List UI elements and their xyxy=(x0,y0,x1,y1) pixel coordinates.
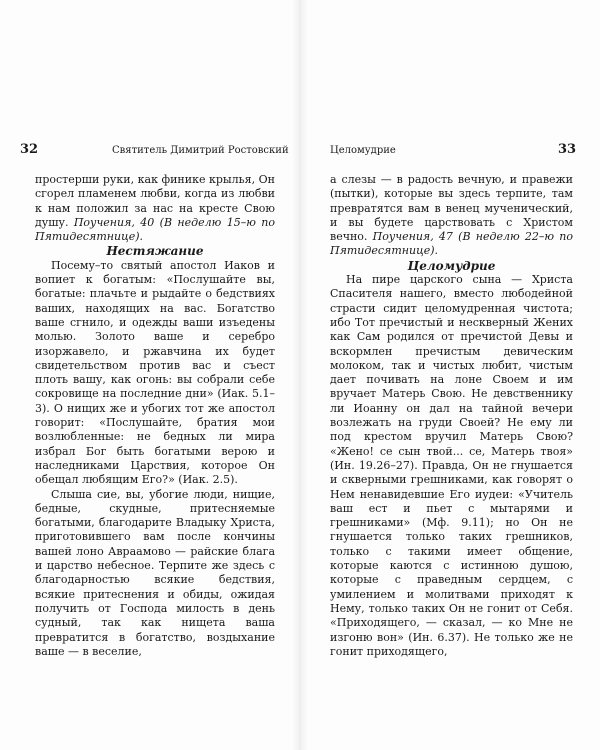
right-page xyxy=(300,0,600,750)
right-opening-text: а слезы — в радость вечную, и правежи (пытки), которые вы здесь терпите, там превратятся вам в венец мученический, и вы будете царствовать с Христом вечно. xyxy=(330,173,573,244)
left-page-number: 32 xyxy=(20,142,39,157)
right-paragraph-1: На пире царского сына — Христа Спасителя нашего, вместо любодейной страсти сидит целомудренная чистота; ибо Тот пречистый и нескверный Жених как Сам родился от пречистой Девы и вскормлен пречистым девическим молоком, так и чистых любит, чистым дает почивать на лоне Своем и им вручает Матерь Свою. Не девственнику ли Иоанну он дал на тайной вечери возлежать на груди Своей? Не ему ли под крестом вручил Матерь Свою? «Жено! се сын твой... се, Матерь твоя» (Ин. 19.26–27). Правда, Он не гнушается и скверными грешниками, как говорят о Нем ненавидевшие Его иудеи: «Учитель ваш ест и пьет с мытарями и грешниками» (Мф. 9.11); но Он не гнушается только таких грешников, только с такими имеет общение, которые каются с истинною душою, которые с праведным сердцем, с умилением и молитвами приходят к Нему, только таких Он не гонит от Себя. «Приходящего, — сказал, — ко Мне не изгоню вон» (Ин. 6.37). Не только же не гонит приходящего, xyxy=(330,273,573,658)
section-heading-nestyazhanie: Нестяжание xyxy=(106,244,204,259)
left-paragraph-1: Посему–то святый апостол Иаков и вопиет к богатым: «Послушайте вы, богатые: плачьте и рыдайте о бедствиях ваших, находящих на вас. Богатство ваше сгнило, и одежды ваши изъедены молью. Золото ваше и серебро изоржавело, и ржавчина их будет свидетельством против вас и съест плоть вашу, как огонь: вы собрали себе сокровище на последние дни» (Иак. 5.1–3). О нищих же и убогих тот же апостол говорит: «Послушайте, братия мои возлюбленные: не бедных ли мира избрал Бог быть богатыми верою и наследниками Царствия, которое Он обещал любящим Его?» (Иак. 2.5). xyxy=(35,258,275,487)
left-running-head: Святитель Димитрий Ростовский xyxy=(112,145,289,156)
left-opening-paragraph xyxy=(35,173,275,244)
left-opening-citation: Поучения, 40 (В неделю 15–ю по Пятидесятнице). xyxy=(35,215,275,244)
left-opening-text: простерши руки, как финике крылья, Он сгорел пламенем любви, когда из любви к нам положил за нас на кресте Свою душу. xyxy=(35,173,275,229)
right-running-head: Целомудрие xyxy=(330,145,396,156)
right-page-number: 33 xyxy=(558,142,577,157)
right-opening-citation: Поучения, 47 (В неделю 22–ю по Пятидесятнице). xyxy=(330,230,573,258)
left-paragraph-2: Слыша сие, вы, убогие люди, нищие, бедные, скудные, притесняемые богатыми, благодарите Владыку Христа, приготовившего вам после кончины вашей лоно Авраамово — райские блага и царство небесное. Терпите же здесь с благодарностью всякие бедствия, всякие притеснения и обиды, ожидая получить от Господа милость в день судный, так как нищета ваша превратится в богатство, воздыхание ваше — в веселие, xyxy=(35,487,275,658)
right-opening-paragraph xyxy=(330,173,573,259)
left-text-column xyxy=(35,173,275,659)
section-heading-tselomudrie: Целомудрие xyxy=(407,258,496,273)
right-text-column xyxy=(330,173,573,659)
